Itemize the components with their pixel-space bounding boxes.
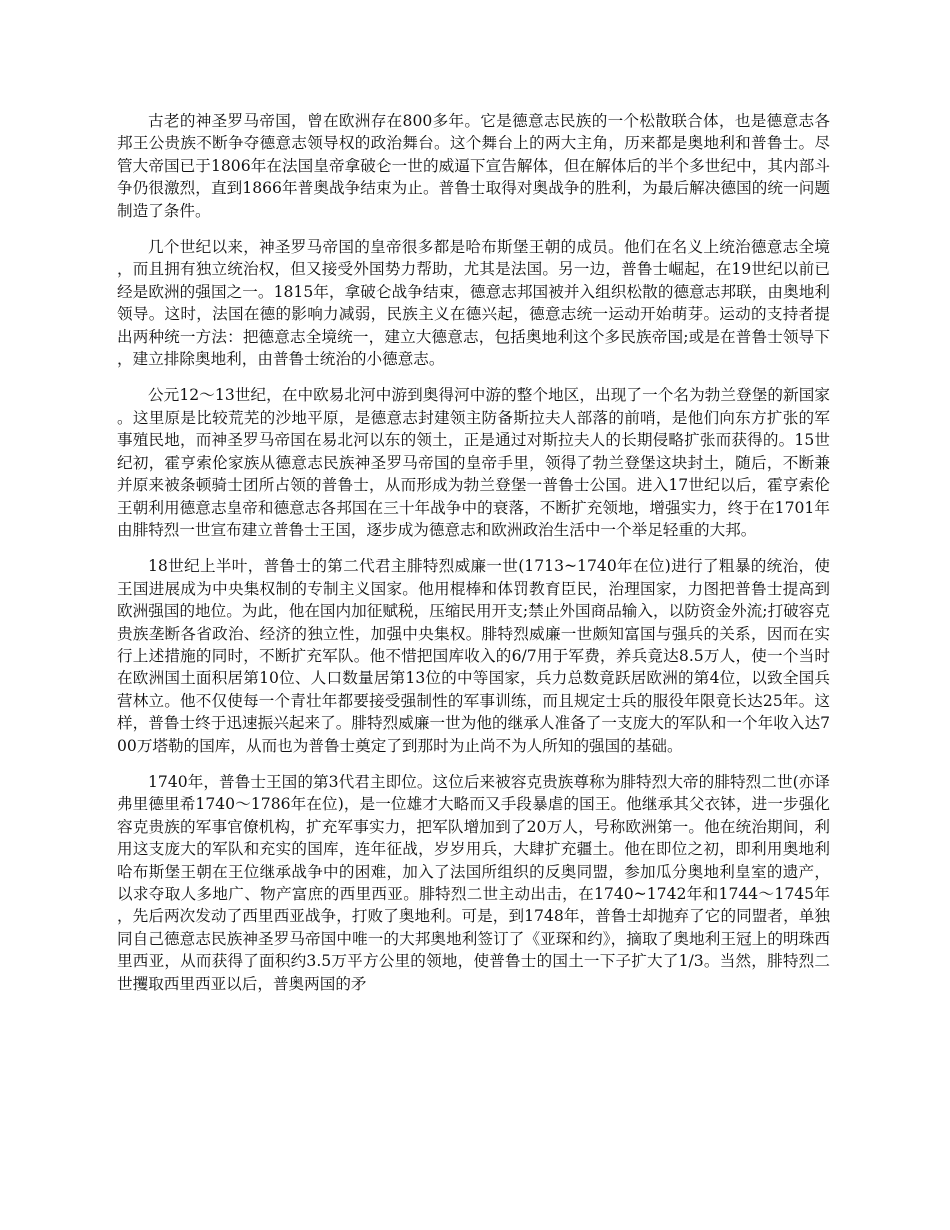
document-page bbox=[117, 110, 830, 1009]
paragraph-brandenburg: 公元12～13世纪，在中欧易北河中游到奥得河中游的整个地区，出现了一个名为勃兰登堡的新国家。这里原是比较荒芜的沙地平原，是德意志封建领主防备斯拉夫人部落的前哨，是他们向东方扩张的军事殖民地，而神圣罗马帝国在易北河以东的领土，正是通过对斯拉夫人的长期侵略扩张而获得的。15世纪初，霍亨索伦家族从德意志民族神圣罗马帝国的皇帝手里，领得了勃兰登堡这块封土，随后，不断兼并原来被条顿骑士团所占领的普鲁士，从而形成为勃兰登堡一普鲁士公国。进入17世纪以后，霍亨索伦王朝利用德意志皇帝和德意志各邦国在三十年战争中的衰落，不断扩充领地，增强实力，终于在1701年由腓特烈一世宣布建立普鲁士王国，逐步成为德意志和欧洲政治生活中一个举足轻重的大邦。 bbox=[117, 386, 830, 539]
paragraph-frederick-ii: 1740年，普鲁士王国的第3代君主即位。这位后来被容克贵族尊称为腓特烈大帝的腓特烈二世(亦译弗里德里希1740～1786年在位)，是一位雄才大略而又手段暴虐的国王。他继承其父衣钵，进一步强化容克贵族的军事官僚机构，扩充军事实力，把军队增加到了20万人，号称欧洲第一。他在统治期间，利用这支庞大的军队和充实的国库，连年征战，岁岁用兵，大肆扩充疆土。他在即位之初，即利用奥地利哈布斯堡王朝在王位继承战争中的困难，加入了法国所组织的反奥同盟，参加瓜分奥地利皇室的遗产，以求夺取人多地广、物产富庶的西里西亚。腓特烈二世主动出击，在1740~1742年和1744～1745年，先后两次发动了西里西亚战争，打败了奥地利。可是，到1748年，普鲁士却抛弃了它的同盟者，单独同自己德意志民族神圣罗马帝国中唯一的大邦奥地利签订了《亚琛和约》，摘取了奥地利王冠上的明珠西里西亚，从而获得了面积约3.5万平方公里的领地，使普鲁士的国土一下子扩大了1/3。当然，腓特烈二世攫取西里西亚以后，普奥两国的矛 bbox=[117, 772, 830, 993]
paragraph-frederick-william: 18世纪上半叶，普鲁士的第二代君主腓特烈威廉一世(1713~1740年在位)进行了粗暴的统治，使王国进展成为中央集权制的专制主义国家。他用棍棒和体罚教育臣民，治理国家，力图把普鲁士提高到欧洲强国的地位。为此，他在国内加征赋税，压缩民用开支;禁止外国商品输入，以防资金外流;打破容克贵族垄断各省政治、经济的独立性，加强中央集权。腓特烈威廉一世颇知富国与强兵的关系，因而在实行上述措施的同时，不断扩充军队。他不惜把国库收入的6/7用于军费，养兵竟达8.5万人，使一个当时在欧洲国土面积居第10位、人口数量居第13位的中等国家，兵力总数竟跃居欧洲的第4位，以致全国兵营林立。他不仅使每一个青壮年都要接受强制性的军事训练，而且规定士兵的服役年限竟长达25年。这样，普鲁士终于迅速振兴起来了。腓特烈威廉一世为他的继承人准备了一支庞大的军队和一个年收入达700万塔勒的国库，从而也为普鲁士奠定了到那时为止尚不为人所知的强国的基础。 bbox=[117, 557, 830, 755]
paragraph-habsburg: 几个世纪以来，神圣罗马帝国的皇帝很多都是哈布斯堡王朝的成员。他们在名义上统治德意志全境，而且拥有独立统治权，但又接受外国势力帮助，尤其是法国。另一边，普鲁士崛起，在19世纪以前已经是欧洲的强国之一。1815年，拿破仑战争结束，德意志邦国被并入组织松散的德意志邦联，由奥地利领导。这时，法国在德的影响力减弱，民族主义在德兴起，德意志统一运动开始萌芽。运动的支持者提出两种统一方法：把德意志全境统一，建立大德意志，包括奥地利这个多民族帝国;或是在普鲁士领导下，建立排除奥地利，由普鲁士统治的小德意志。 bbox=[117, 238, 830, 369]
paragraph-intro: 古老的神圣罗马帝国，曾在欧洲存在800多年。它是德意志民族的一个松散联合体，也是德意志各邦王公贵族不断争夺德意志领导权的政治舞台。这个舞台上的两大主角，历来都是奥地利和普鲁士。尽管大帝国已于1806年在法国皇帝拿破仑一世的威逼下宣告解体，但在解体后的半个多世纪中，其内部斗争仍很激烈，直到1866年普奥战争结束为止。普鲁士取得对奥战争的胜利，为最后解决德国的统一问题制造了条件。 bbox=[117, 112, 830, 220]
